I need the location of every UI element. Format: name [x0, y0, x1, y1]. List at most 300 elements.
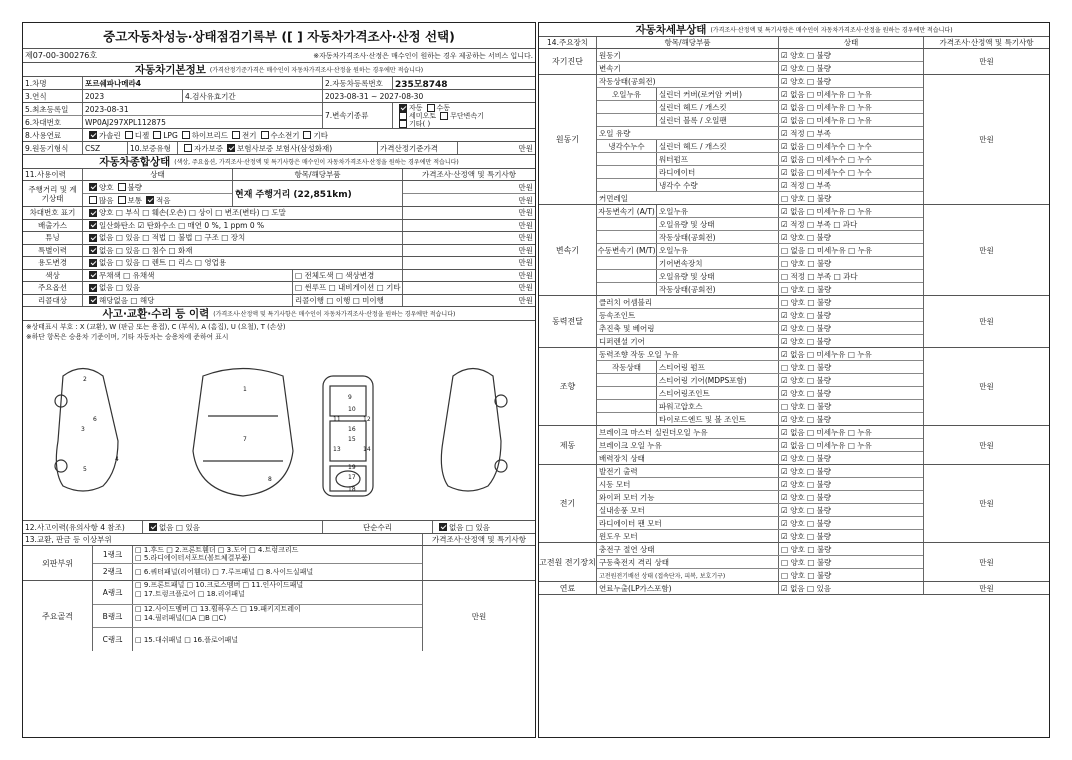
summary-row-price: 만원: [518, 283, 533, 293]
detail-state[interactable]: ☑ 양호 □ 불량: [781, 454, 831, 463]
detail-header: 자동차세부상태 (가격조사·산정액 및 특기사항은 매수인이 자동차가격조사·산정을 원하는 경우에만 적습니다): [635, 24, 953, 36]
mileage-state-2: 많음 보통 적음: [83, 194, 232, 206]
detail-group: [539, 75, 1049, 205]
summary-row: [23, 295, 535, 308]
detail-state[interactable]: ☑ 없음 □ 미세누유 □ 누유: [781, 440, 872, 450]
detail-item-group: [597, 153, 657, 165]
rankB-label: B랭크: [93, 605, 133, 628]
car-diagram: [23, 321, 535, 521]
reg-number-label: 2.자동차등록번호: [323, 77, 393, 89]
detail-row: [597, 543, 923, 556]
detail-row: [597, 465, 923, 478]
detail-item-group: [597, 387, 657, 399]
detail-row: [597, 283, 923, 296]
summary-row-options: 없음 □ 있음 □ 렌트 □ 리스 □ 영업용: [83, 257, 403, 269]
detail-row: [597, 413, 923, 426]
summary-header: 자동차종합상태 (색상, 주요옵션, 가격조사·산정액 및 특기사항은 매수인이 자동차가격조사·산정을 원하는 경우에만 적습니다): [99, 156, 459, 168]
right-section: [538, 22, 1050, 738]
checkbox-insurer-warranty[interactable]: [227, 144, 235, 152]
diagram-part-number: 11: [333, 416, 341, 423]
detail-state[interactable]: ☑ 없음 □ 미세누유 □ 누유: [781, 427, 872, 437]
rank2-label: 2랭크: [93, 564, 133, 581]
detail-row: [597, 530, 923, 543]
summary-row-price: 만원: [518, 270, 533, 280]
detail-item: 실린더 블록 / 오일팬: [657, 114, 779, 126]
detail-state[interactable]: ☑ 양호 □ 불량: [781, 64, 831, 73]
summary-row-mid: □ 전체도색 □ 색상변경: [293, 270, 403, 282]
checkbox-mileage-low[interactable]: [146, 196, 154, 204]
mileage-value: 현재 주행거리 (22,851km): [233, 181, 403, 206]
detail-row: [597, 452, 923, 465]
summary-row-checkbox[interactable]: [89, 259, 97, 267]
summary-row-options: 일산화탄소 ☑ 탄화수소 □ 매연 0 %, 1 ppm 0 %: [83, 220, 403, 232]
detail-item: 고전원전기배선 상태 (접속단자, 피복, 보호기구): [597, 569, 779, 582]
detail-group: [539, 426, 1049, 465]
fuel-label: 8.사용연료: [23, 129, 83, 141]
detail-item-group: 냉각수누수: [597, 140, 657, 152]
detail-item: 배력장치 상태: [597, 452, 779, 465]
detail-item: 오일유량 및 상태: [657, 270, 779, 282]
detail-row: [597, 205, 923, 218]
detail-item: 오일누유: [657, 205, 779, 217]
detail-group-price: 만원: [979, 57, 994, 66]
detail-item-group: 오일누유: [597, 88, 657, 100]
summary-row-options: 양호 □ 부식 □ 훼손(오손) □ 상이 □ 변조(변타) □ 도말: [83, 207, 403, 219]
summary-row-price: 만원: [518, 208, 533, 218]
summary-row-mid: 리콜이행 □ 이행 □ 미이행: [293, 295, 403, 307]
detail-state[interactable]: ☑ 없음 □ 미세누유 □ 누유: [781, 115, 872, 125]
base-price-label: 가격산정기준가격: [378, 142, 458, 154]
rank1-items: □ 1.후드 □ 2.프론트휀더 □ 3.도어 □ 4.트렁크리드 □ 5.라디에이터서포트(볼트체결부품): [135, 546, 299, 562]
detail-state[interactable]: □ 양호 □ 불량: [781, 557, 832, 567]
year-label: 3.연식: [23, 90, 83, 102]
detail-row: [597, 309, 923, 322]
detail-group-price: 만원: [979, 245, 994, 255]
detail-group-name: 제동: [539, 426, 597, 464]
rankB-items: □ 12.사이드멤버 □ 13.휠하우스 □ 19.패키지트레이 □ 14.필러패널(□A □B □C): [135, 604, 301, 622]
detail-item-group: [597, 374, 657, 386]
detail-state[interactable]: ☑ 양호 □ 불량: [781, 492, 831, 502]
detail-row: [597, 49, 923, 62]
detail-item: 타이로드엔드 및 볼 조인트: [657, 413, 779, 426]
engine-type-label: 9.원동기형식: [23, 142, 83, 154]
detail-row: [597, 504, 923, 517]
detail-item: 클러치 어셈블리: [597, 296, 779, 308]
rankA-items: □ 9.프론트패널 □ 10.크로스멤버 □ 11.인사이드패널 □ 17.트렁크플로어 □ 18.리어패널: [135, 581, 304, 598]
detail-state[interactable]: ☑ 적정 □ 부족: [781, 128, 831, 138]
summary-row: [23, 207, 535, 220]
rankA-label: A랭크: [93, 581, 133, 604]
base-price-unit: 만원: [518, 143, 533, 153]
service-note: ※자동차가격조사·산정은 매수인이 원하는 경우 제공하는 서비스 입니다.: [313, 51, 533, 60]
summary-row-mid: □ 썬루프 □ 내비게이션 □ 기타: [293, 282, 403, 294]
checkbox-mileage-high[interactable]: [89, 196, 97, 204]
summary-row-price: 만원: [518, 245, 533, 255]
diagram-part-number: 19: [348, 464, 356, 471]
detail-group-name: 자기진단: [539, 49, 597, 74]
detail-item: 브레이크 오일 누유: [597, 439, 779, 451]
summary-rows: [23, 207, 535, 307]
detail-row: [597, 439, 923, 452]
detail-group-price: 만원: [979, 317, 994, 326]
detail-item: 실린더 헤드 / 개스킷: [657, 140, 779, 152]
detail-row: [597, 569, 923, 582]
detail-group: [539, 205, 1049, 296]
checkbox-electric[interactable]: [232, 131, 240, 139]
summary-row-checkbox[interactable]: [89, 221, 97, 229]
detail-rows: [539, 49, 1049, 595]
diagram-part-number: 18: [348, 486, 356, 493]
checkbox-cvt[interactable]: [440, 112, 448, 120]
detail-row: [597, 270, 923, 283]
detail-state[interactable]: □ 양호 □ 불량: [781, 285, 832, 294]
summary-row-checkbox[interactable]: [89, 296, 97, 304]
summary-row-label: 차대번호 표기: [23, 207, 83, 219]
detail-row: [597, 231, 923, 244]
detail-item: 작동상태(공회전): [657, 231, 779, 243]
mileage-state-1: 양호 불량: [83, 181, 232, 193]
item-col: 항목/해당부품: [597, 37, 779, 48]
diagram-part-number: 10: [348, 406, 356, 413]
detail-item: 작동상태(공회전): [657, 283, 779, 296]
summary-row-label: 튜닝: [23, 232, 83, 244]
detail-item: 오일유량 및 상태: [657, 218, 779, 230]
price-col: 가격조사·산정액 및 특기사항: [421, 170, 517, 179]
detail-state[interactable]: ☑ 양호 □ 불량: [781, 310, 831, 320]
detail-state[interactable]: ☑ 없음 □ 미세누유 □ 누유: [781, 206, 872, 216]
summary-row-checkbox[interactable]: [89, 234, 97, 242]
inspection-validity-label: 4.검사유효기간: [183, 90, 323, 102]
accident-history-options: 없음 □ 있음: [143, 521, 323, 533]
engine-type-value: CSZ: [83, 142, 128, 154]
usage-history-col: 11.사용이력: [23, 169, 83, 180]
document-title: 중고자동차성능·상태점검기록부 ([ ] 자동차가격조사·산정 선택): [23, 23, 535, 49]
car-name-value: 포르쉐파나메라4: [83, 77, 323, 89]
detail-state[interactable]: □ 양호 □ 불량: [781, 194, 832, 203]
detail-row: [597, 62, 923, 75]
summary-row-checkbox[interactable]: [89, 284, 97, 292]
checkbox-hybrid[interactable]: [182, 131, 190, 139]
inspection-validity-value: 2023-08-31 ~ 2027-08-30: [325, 91, 424, 101]
detail-state[interactable]: □ 양호 □ 불량: [781, 571, 832, 580]
standard-note: ※하단 항목은 승용차 기준이며, 기타 자동차는 승용차에 준하여 표시: [26, 333, 229, 341]
detail-state[interactable]: ☑ 적정 □ 부족: [781, 180, 831, 190]
detail-state[interactable]: ☑ 없음 □ 미세누수 □ 누수: [781, 141, 872, 151]
detail-row: [597, 322, 923, 335]
detail-row: [597, 88, 923, 101]
summary-row-label: 색상: [23, 270, 83, 282]
checkbox-simple-repair-none[interactable]: [439, 523, 447, 531]
detail-state[interactable]: ☑ 적정 □ 부족 □ 과다: [781, 219, 858, 229]
detail-row: [597, 556, 923, 569]
accident-history-label: 12.사고이력(유의사항 4 참조): [23, 521, 143, 533]
detail-item-group: [597, 179, 657, 191]
detail-item: 워터펌프: [657, 153, 779, 165]
detail-item: 커먼레일: [597, 192, 779, 205]
detail-item: 연료누출(LP가스포함): [597, 582, 779, 595]
summary-row-options: 무채색 □ 유채색: [83, 270, 293, 282]
detail-item-group: [597, 166, 657, 178]
summary-row: [23, 257, 535, 270]
rank1-label: 1랭크: [93, 546, 133, 563]
detail-group-name: 고전원 전기장치: [539, 543, 597, 581]
left-section: [22, 22, 536, 738]
warranty-options: 자가보증 보험사보증 보험사(삼성화재): [178, 142, 378, 154]
detail-item: 스티어링조인트: [657, 387, 779, 399]
mileage-price-2: 만원: [518, 195, 533, 205]
detail-group-name: 동력전달: [539, 296, 597, 347]
car-name-label: 1.차명: [23, 77, 83, 89]
simple-repair-label: 단순수리: [323, 521, 433, 533]
detail-item-group: [597, 257, 657, 269]
detail-item-group: [597, 101, 657, 113]
detail-state[interactable]: ☑ 양호 □ 불량: [781, 532, 831, 541]
detail-item: 시동 모터: [597, 478, 779, 490]
diagram-part-number: 7: [243, 436, 247, 443]
detail-state[interactable]: ☑ 양호 □ 불량: [781, 76, 831, 86]
detail-item-group: 작동상태: [597, 361, 657, 373]
detail-group-price: 만원: [979, 557, 994, 567]
summary-row: [23, 282, 535, 295]
mileage-label: 주행거리 및 계기상태: [23, 181, 83, 206]
checkbox-hydrogen[interactable]: [261, 131, 269, 139]
summary-row: [23, 245, 535, 258]
detail-item-group: [597, 270, 657, 282]
checkbox-auto[interactable]: [399, 104, 407, 112]
detail-row: [597, 426, 923, 439]
summary-row-price: 만원: [518, 258, 533, 268]
detail-row: [597, 257, 923, 270]
summary-row-label: 용도변경: [23, 257, 83, 269]
detail-group: [539, 49, 1049, 75]
summary-row-options: 없음 □ 있음: [83, 282, 293, 294]
diagram-part-number: 2: [83, 376, 87, 383]
state-col: 상태: [83, 169, 233, 180]
detail-item: 변속기: [597, 62, 779, 75]
detail-state[interactable]: ☑ 없음 □ 있음: [781, 584, 831, 593]
abnormal-parts-label: 13.교환, 판금 등 이상부위: [23, 534, 423, 545]
detail-row: [597, 218, 923, 231]
diagram-part-number: 1: [243, 386, 247, 393]
detail-item: 윈도우 모터: [597, 530, 779, 543]
detail-group: [539, 348, 1049, 426]
detail-state[interactable]: ☑ 없음 □ 미세누유 □ 누유: [781, 102, 872, 112]
checkbox-lpg[interactable]: [153, 131, 161, 139]
detail-item: 스티어링 기어(MDPS포함): [657, 374, 779, 386]
detail-state[interactable]: ☑ 없음 □ 미세누수 □ 누수: [781, 154, 872, 164]
parts-col: 항목/해당부품: [233, 169, 403, 180]
first-reg-label: 5.최초등록일: [23, 103, 83, 115]
detail-item-group: 수동변속기 (M/T): [597, 245, 656, 255]
detail-item: 실린더 커버(로커암 커버): [657, 88, 779, 100]
legend-note: ※상태표시 부호 : X (교환), W (판금 또는 용접), C (부식), A (흠집), U (요철), T (손상): [26, 323, 286, 331]
detail-item: 기어변속장치: [657, 257, 779, 269]
detail-state[interactable]: ☑ 양호 □ 불량: [781, 337, 831, 346]
vin-label: 6.차대번호: [23, 116, 83, 128]
simple-repair-options: 없음 □ 있음: [433, 521, 535, 533]
detail-row: [597, 348, 923, 361]
detail-item: 냉각수 수량: [657, 179, 779, 191]
state-col-right: 상태: [779, 37, 924, 48]
checkbox-fuel-other[interactable]: [303, 131, 311, 139]
summary-row: [23, 232, 535, 245]
summary-row-checkbox[interactable]: [89, 271, 97, 279]
diagram-part-number: 17: [348, 474, 356, 481]
detail-state[interactable]: ☑ 없음 □ 미세누유 □ 누유: [781, 89, 872, 99]
detail-item: 동력조향 작동 오일 누유: [597, 348, 779, 360]
detail-item: 오일 유량: [597, 127, 779, 139]
detail-state[interactable]: ☑ 양호 □ 불량: [781, 388, 831, 398]
diagram-part-number: 8: [268, 476, 272, 483]
diagram-part-number: 15: [348, 436, 356, 443]
checkbox-trans-other[interactable]: [399, 120, 407, 128]
detail-state[interactable]: ☑ 양호 □ 불량: [781, 415, 831, 424]
detail-state[interactable]: □ 양호 □ 불량: [781, 362, 832, 372]
detail-item-group: [597, 218, 657, 230]
detail-item: 브레이크 마스터 실린더오일 누유: [597, 426, 779, 438]
detail-item: 발전기 출력: [597, 465, 779, 477]
detail-row: [597, 75, 923, 88]
diagram-part-number: 16: [348, 426, 356, 433]
checkbox-self-warranty[interactable]: [184, 144, 192, 152]
summary-row-checkbox[interactable]: [89, 209, 97, 217]
detail-row: [597, 335, 923, 348]
detail-state[interactable]: ☑ 양호 □ 불량: [781, 50, 831, 60]
detail-group: [539, 296, 1049, 348]
detail-state[interactable]: □ 없음 □ 미세누유 □ 누유: [781, 245, 873, 255]
detail-state[interactable]: ☑ 양호 □ 불량: [781, 375, 831, 385]
rank2-items: □ 6.쿼터패널(리어휀더) □ 7.루프패널 □ 8.사이드실패널: [135, 567, 314, 576]
detail-group-name: 조향: [539, 348, 597, 425]
detail-row: [597, 400, 923, 413]
detail-item-group: [597, 114, 657, 126]
outer-panel-label: 외판부위: [23, 546, 93, 580]
detail-row: [597, 387, 923, 400]
diagram-part-number: 13: [333, 446, 341, 453]
detail-item: 등속조인트: [597, 309, 779, 321]
rankC-items: □ 15.대쉬패널 □ 16.플로어패널: [135, 635, 239, 644]
detail-row: [597, 179, 923, 192]
reg-number-value: 235모8748: [395, 79, 448, 89]
detail-state[interactable]: ☑ 없음 □ 미세누수 □ 누수: [781, 167, 872, 177]
summary-row-label: 특별이력: [23, 245, 83, 257]
detail-state[interactable]: □ 양호 □ 불량: [781, 297, 832, 307]
detail-state[interactable]: ☑ 양호 □ 불량: [781, 232, 831, 242]
detail-item: 원동기: [597, 49, 779, 61]
detail-item: 라디에이터 팬 모터: [597, 517, 779, 529]
detail-group: [539, 582, 1049, 595]
main-frame-label: 주요골격: [23, 581, 93, 651]
detail-item: 스티어링 펌프: [657, 361, 779, 373]
detail-row: [597, 582, 923, 595]
detail-state[interactable]: □ 양호 □ 불량: [781, 401, 832, 411]
detail-state[interactable]: ☑ 양호 □ 불량: [781, 518, 831, 528]
detail-item-group: 자동변속기 (A/T): [597, 205, 657, 217]
detail-group-name: 전기: [539, 465, 597, 542]
summary-row-options: 없음 □ 있음 □ 침수 □ 화재: [83, 245, 403, 257]
detail-row: [597, 296, 923, 309]
main-frame-price: 만원: [471, 611, 487, 621]
detail-row: [597, 127, 923, 140]
diagram-part-number: 6: [93, 416, 97, 423]
car-outline-drawing: [23, 321, 535, 521]
detail-row: [597, 361, 923, 374]
detail-item: 구동축전지 격리 상태: [597, 556, 779, 568]
first-reg-value: 2023-08-31: [85, 104, 129, 114]
summary-row-checkbox[interactable]: [89, 246, 97, 254]
summary-row-label: 배출가스: [23, 220, 83, 232]
detail-item-group: [597, 231, 657, 243]
rankC-label: C랭크: [93, 628, 133, 651]
checkbox-manual[interactable]: [427, 104, 435, 112]
detail-row: [597, 244, 923, 257]
checkbox-mileage-mid[interactable]: [118, 196, 126, 204]
summary-row-label: 주요옵션: [23, 282, 83, 294]
diagram-part-number: 5: [83, 466, 87, 473]
checkbox-diesel[interactable]: [125, 131, 133, 139]
detail-row: [597, 517, 923, 530]
abnormal-parts-price-col: 가격조사·산정액 및 특기사항: [431, 535, 527, 544]
diagram-part-number: 12: [363, 416, 371, 423]
summary-row-options: 없음 □ 있음 □ 적법 □ 불법 □ 구조 □ 장치: [83, 232, 403, 244]
detail-state[interactable]: ☑ 없음 □ 미세누유 □ 누유: [781, 349, 872, 359]
detail-row: [597, 491, 923, 504]
detail-state[interactable]: □ 적정 □ 부족 □ 과다: [781, 271, 858, 281]
car-left-side: [56, 369, 118, 492]
summary-row-label: 리콜대상: [23, 295, 83, 307]
detail-item-group: [597, 283, 657, 296]
checkbox-gasoline[interactable]: [89, 131, 97, 139]
summary-row-price: 만원: [518, 233, 533, 243]
detail-row: [597, 153, 923, 166]
checkbox-accident-none[interactable]: [149, 523, 157, 531]
price-col-right: 가격조사·산정액 및 특기사항: [939, 38, 1034, 47]
detail-row: [597, 478, 923, 491]
detail-item: 와이퍼 모터 기능: [597, 491, 779, 503]
detail-item: 오일누유: [657, 244, 779, 256]
accident-header: 사고·교환·수리 등 이력 (가격조사·산정액 및 특기사항은 매수인이 자동차가격조사·산정을 원하는 경우에만 적습니다): [102, 308, 456, 320]
detail-row: [597, 114, 923, 127]
vin-value: WP0AJ297XPL112875: [85, 117, 166, 127]
detail-state[interactable]: □ 양호 □ 불량: [781, 258, 832, 268]
detail-state[interactable]: ☑ 양호 □ 불량: [781, 505, 831, 515]
summary-row-options: 해당없음 □ 해당: [83, 295, 293, 307]
detail-item: 실내송풍 모터: [597, 504, 779, 516]
detail-state[interactable]: ☑ 양호 □ 불량: [781, 479, 831, 489]
detail-item: 추진축 및 베어링: [597, 322, 779, 334]
detail-item-group: [597, 413, 657, 426]
summary-row: [23, 220, 535, 233]
detail-item: 충전구 절연 상태: [597, 543, 779, 555]
detail-state[interactable]: □ 양호 □ 불량: [781, 544, 832, 554]
detail-state[interactable]: ☑ 양호 □ 불량: [781, 466, 831, 476]
detail-row: [597, 166, 923, 179]
summary-row-price: 만원: [518, 295, 533, 305]
summary-row: [23, 270, 535, 283]
detail-item: 파워고압호스: [657, 400, 779, 412]
checkbox-semi-auto[interactable]: [399, 112, 407, 120]
year-value: 2023: [83, 90, 183, 102]
checkbox-mileage-bad[interactable]: [118, 183, 126, 191]
detail-group-price: 만원: [979, 583, 994, 593]
checkbox-mileage-good[interactable]: [89, 183, 97, 191]
detail-row: [597, 101, 923, 114]
car-right-side: [441, 369, 501, 492]
detail-item-group: [597, 400, 657, 412]
diagram-part-number: 9: [348, 394, 352, 401]
detail-state[interactable]: ☑ 양호 □ 불량: [781, 323, 831, 333]
diagram-part-number: 3: [81, 426, 85, 433]
